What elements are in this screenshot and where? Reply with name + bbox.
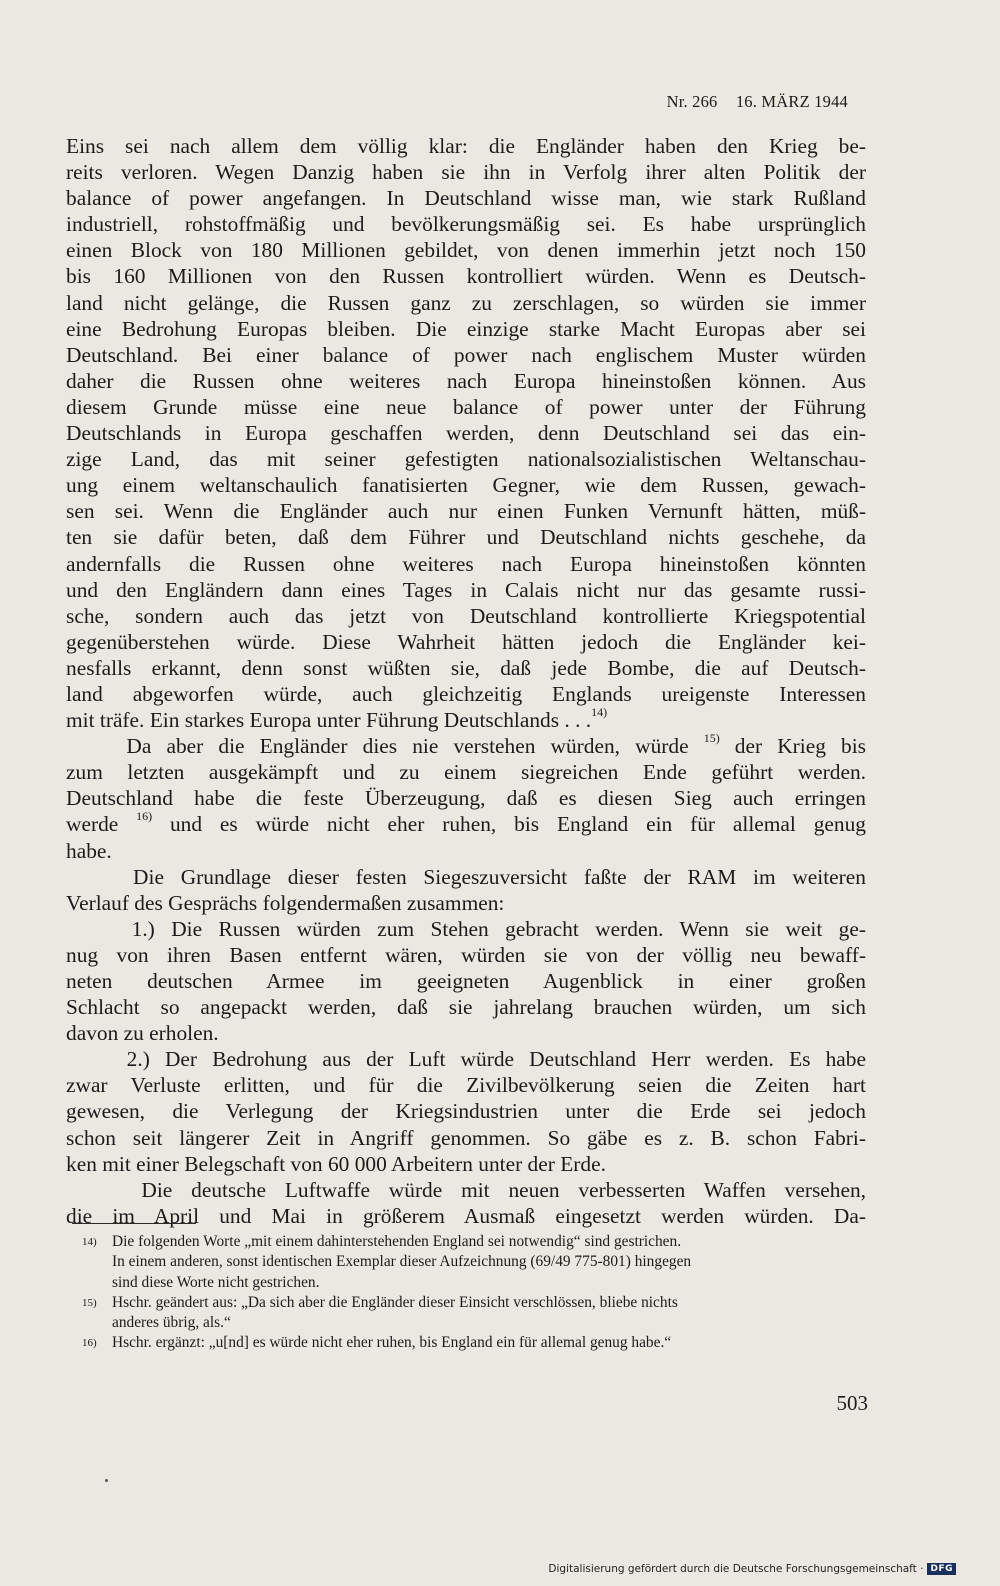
line-text: Verlauf des Gesprächs folgendermaßen zusammen:: [66, 890, 505, 915]
text-line: [66, 446, 866, 472]
document-date: 16. MÄRZ 1944: [735, 92, 848, 111]
line-text: davon zu erholen.: [66, 1021, 219, 1046]
text-line: [66, 681, 866, 707]
line-text: Da aber die Engländer dies nie verstehen würden, würde: [66, 734, 704, 759]
line-text: andernfalls die Russen ohne weiteres nach Europa hineinstoßen könnten: [66, 551, 866, 576]
line-text: ten sie dafür beten, daß dem Führer und Deutschland nichts geschehe, da: [66, 525, 866, 550]
text-line: [66, 942, 866, 968]
text-line: [66, 759, 866, 785]
text-line: [66, 498, 866, 524]
line-text: zwar Verluste erlitten, und für die Zivilbevölkerung seien die Zeiten hart: [66, 1073, 866, 1098]
text-line: [66, 629, 866, 655]
footnote-line: Die folgenden Worte „mit einem dahinterstehenden England sei notwendig“ sind gestrichen.: [112, 1233, 682, 1250]
dfg-logo: DFG: [927, 1563, 956, 1575]
line-text: die im April und Mai in größerem Ausmaß eingesetzt werden würden. Da-: [66, 1203, 866, 1228]
line-text: 2.) Der Bedrohung aus der Luft würde Deutschland Herr werden. Es habe: [66, 1047, 866, 1072]
line-text: sen sei. Wenn die Engländer auch nur einen Funken Vernunft hätten, müß-: [66, 499, 866, 524]
line-text: diesem Grunde müsse eine neue balance of power unter der Führung: [66, 394, 866, 419]
line-text: nesfalls erkannt, denn sonst wüßten sie, daß jede Bombe, die auf Deutsch-: [66, 655, 866, 680]
line-text: nug von ihren Basen entfernt wären, würden sie von der völlig neu bewaff-: [66, 942, 866, 967]
line-text-after-ref: der Krieg bis: [719, 734, 866, 759]
paragraph: [66, 1177, 866, 1229]
text-line: [66, 524, 866, 550]
line-text: land abgeworfen würde, auch gleichzeitig Englands ureigenste Interessen: [66, 681, 866, 706]
line-text: und den Engländern dann eines Tages in Calais nicht nur das gesamte russi-: [66, 577, 866, 602]
line-text: eine Bedrohung Europas bleiben. Die einzige starke Macht Europas aber sei: [66, 316, 866, 341]
text-line: [66, 472, 866, 498]
text-line: [66, 237, 866, 263]
line-text: reits verloren. Wegen Danzig haben sie ihn in Verfolg ihrer alten Politik der: [66, 160, 866, 185]
digitization-credit: [548, 1563, 956, 1575]
text-line: [66, 1020, 866, 1046]
line-text: Deutschland. Bei einer balance of power nach englischem Muster würden: [66, 342, 866, 367]
footnote-mark: 14): [82, 1236, 97, 1248]
paragraph: [66, 133, 866, 733]
line-text: zum letzten ausgekämpft und zu einem siegreichen Ende geführt werden.: [66, 760, 866, 785]
footnote: [82, 1333, 872, 1353]
line-text: daher die Russen ohne weiteres nach Europa hineinstoßen können. Aus: [66, 368, 866, 393]
text-line: [66, 368, 866, 394]
line-text: bis 160 Millionen von den Russen kontrolliert würden. Wenn es Deutsch-: [66, 264, 866, 289]
text-line: [66, 1125, 866, 1151]
paragraph: [66, 733, 866, 863]
text-line: [66, 263, 866, 289]
text-line: [66, 603, 866, 629]
line-text: werde: [66, 812, 137, 837]
footnote-line: sind diese Worte nicht gestrichen.: [112, 1273, 320, 1291]
paragraph: [66, 1046, 866, 1176]
text-line: [66, 655, 866, 681]
line-text: neten deutschen Armee im geeigneten Augenblick in einer großen: [66, 969, 866, 993]
text-line: [66, 577, 866, 603]
paragraph: [66, 864, 866, 916]
line-text: mit träfe. Ein starkes Europa unter Führung Deutschlands . . .: [66, 708, 592, 733]
footnotes: [82, 1232, 872, 1354]
text-line: [66, 838, 866, 864]
text-line: [66, 1046, 866, 1072]
footnote-reference[interactable]: 16): [136, 809, 153, 824]
footnote-line: Hschr. ergänzt: „u[nd] es würde nicht eher ruhen, bis England ein für allemal genug habe.“: [112, 1334, 672, 1352]
line-text: Eins sei nach allem dem völlig klar: die Engländer haben den Krieg be-: [66, 134, 866, 158]
line-text: Die deutsche Luftwaffe würde mit neuen verbesserten Waffen versehen,: [66, 1177, 866, 1202]
line-text: Schlacht so angepackt werden, daß sie jahrelang brauchen würden, um sich: [66, 995, 866, 1020]
line-text-after-ref: und es würde nicht eher ruhen, bis England ein für allemal genug: [152, 812, 866, 837]
line-text: zige Land, das mit seiner gefestigten nationalsozialistischen Weltanschau-: [66, 447, 866, 472]
line-text: habe.: [66, 838, 112, 863]
text-line: [66, 707, 866, 733]
line-text: einen Block von 180 Millionen gebildet, von denen immerhin jetzt noch 150: [66, 238, 866, 263]
line-text: Deutschlands in Europa geschaffen werden, denn Deutschland sei das ein-: [66, 421, 866, 446]
text-line: [66, 290, 866, 316]
line-text: sche, sondern auch das jetzt von Deutschland kontrollierte Kriegspotential: [66, 603, 866, 628]
footnote-line: In einem anderen, sonst identischen Exemplar dieser Aufzeichnung (69/49 775-801) hingegen: [112, 1253, 692, 1271]
footnote-text: [112, 1232, 872, 1293]
page-number: 503: [836, 1391, 868, 1415]
line-text: balance of power angefangen. In Deutschland wisse man, wie stark Rußland: [66, 186, 866, 211]
text-line: [66, 1098, 866, 1124]
footnote-reference[interactable]: 15): [703, 731, 720, 746]
line-text: industriell, rohstoffmäßig und bevölkerungsmäßig sei. Es habe ursprünglich: [66, 212, 866, 237]
footnote-reference[interactable]: 14): [591, 705, 608, 720]
text-line: [66, 1177, 866, 1203]
text-line: [66, 420, 866, 446]
text-line: [66, 916, 866, 942]
footnote-line: Hschr. geändert aus: „Da sich aber die Engländer dieser Einsicht verschlössen, bliebe nichts: [112, 1293, 678, 1311]
text-line: [66, 551, 866, 577]
text-line: [66, 864, 866, 890]
line-text: ken mit einer Belegschaft von 60 000 Arbeitern unter der Erde.: [66, 1151, 606, 1176]
footnote: [82, 1232, 872, 1293]
text-line: [66, 133, 866, 159]
text-line: [66, 968, 866, 994]
running-header: [667, 92, 848, 112]
line-text: ung einem weltanschaulich fanatisierten Gegner, wie dem Russen, gewach-: [66, 473, 866, 498]
text-line: [66, 890, 866, 916]
text-line: [66, 394, 866, 420]
footnote: [82, 1293, 872, 1334]
speck: [105, 1479, 108, 1482]
footnote-line: anderes übrig, als.“: [112, 1314, 231, 1332]
credit-text: Digitalisierung gefördert durch die Deutsche Forschungsgemeinschaft ·: [548, 1563, 924, 1575]
text-line: [66, 211, 866, 237]
line-text: gewesen, die Verlegung der Kriegsindustrien unter die Erde sei jedoch: [66, 1099, 866, 1124]
paragraph: [66, 916, 866, 1046]
footnote-separator: [72, 1223, 196, 1224]
text-line: [66, 785, 866, 811]
line-text: land nicht gelänge, die Russen ganz zu zerschlagen, so würden sie immer: [66, 290, 866, 315]
footnote-mark: 15): [82, 1296, 97, 1309]
text-line: [66, 733, 866, 759]
main-text: [66, 133, 866, 1229]
text-line: [66, 811, 866, 837]
text-line: [66, 159, 866, 185]
text-line: [66, 185, 866, 211]
line-text: Die Grundlage dieser festen Siegeszuversicht faßte der RAM im weiteren: [66, 864, 866, 889]
line-text: Deutschland habe die feste Überzeugung, daß es diesen Sieg auch erringen: [66, 786, 866, 811]
line-text: schon seit längerer Zeit in Angriff genommen. So gäbe es z. B. schon Fabri-: [66, 1125, 866, 1150]
text-line: [66, 1203, 866, 1229]
footnote-text: [112, 1333, 872, 1353]
line-text: 1.) Die Russen würden zum Stehen gebracht werden. Wenn sie weit ge-: [66, 916, 866, 941]
footnote-mark: 16): [82, 1337, 97, 1350]
text-line: [66, 994, 866, 1020]
text-line: [66, 316, 866, 342]
text-line: [66, 342, 866, 368]
footnote-text: [112, 1293, 872, 1334]
document-number: Nr. 266: [666, 92, 718, 111]
text-line: [66, 1072, 866, 1098]
line-text: gegenüberstehen würde. Diese Wahrheit hätten jedoch die Engländer kei-: [66, 629, 866, 654]
text-line: [66, 1151, 866, 1177]
